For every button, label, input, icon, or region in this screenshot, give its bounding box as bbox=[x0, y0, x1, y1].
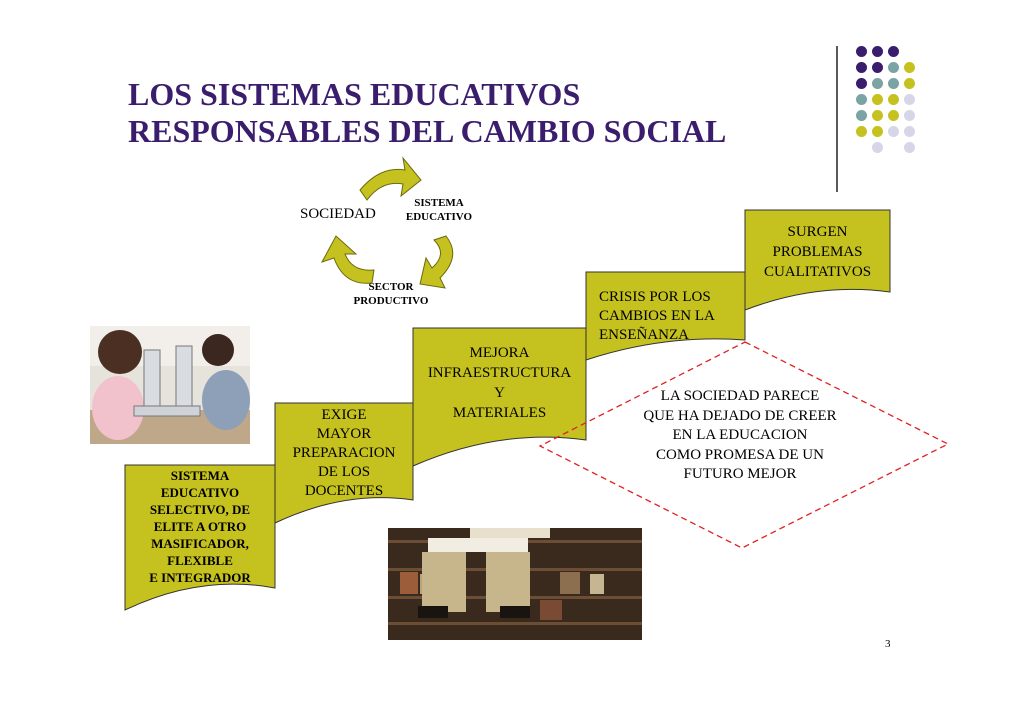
step-text-2 bbox=[275, 406, 413, 501]
step-2-line: DE LOS bbox=[317, 464, 371, 480]
slide-title-line2: RESPONSABLES DEL CAMBIO SOCIAL bbox=[128, 113, 727, 149]
step-5-line: SURGEN bbox=[787, 224, 848, 240]
step-2-line: PREPARACION bbox=[292, 445, 396, 461]
cycle-label-sector-productivo bbox=[346, 280, 436, 308]
cycle-label-sector-line2: PRODUCTIVO bbox=[353, 295, 429, 307]
cycle-label-sistema-educativo bbox=[394, 196, 484, 224]
diamond-line: LA SOCIEDAD PARECE bbox=[660, 388, 820, 404]
step-1-line: SISTEMA bbox=[170, 468, 230, 483]
photo-students-microscope bbox=[90, 326, 250, 444]
step-4-line: CAMBIOS EN LA bbox=[599, 308, 715, 324]
step-5-line: CUALITATIVOS bbox=[763, 264, 872, 280]
page-number: 3 bbox=[885, 638, 891, 650]
step-5-line: PROBLEMAS bbox=[772, 244, 863, 260]
step-1-line: E INTEGRADOR bbox=[149, 570, 251, 585]
step-1-line: MASIFICADOR, bbox=[151, 536, 249, 551]
cycle-arrow-left bbox=[322, 236, 374, 283]
step-text-4 bbox=[599, 288, 715, 345]
step-3-line: Y bbox=[494, 385, 505, 401]
cycle-label-sistema-line1: SISTEMA bbox=[414, 197, 464, 209]
step-4-line: ENSEÑANZA bbox=[599, 327, 689, 343]
step-text-3 bbox=[413, 343, 586, 423]
step-1-line: FLEXIBLE bbox=[167, 553, 233, 568]
step-2-line: EXIGE bbox=[321, 407, 367, 423]
step-4-line: CRISIS POR LOS bbox=[599, 289, 711, 305]
step-1-line: SELECTIVO, DE bbox=[149, 502, 251, 517]
step-text-1 bbox=[125, 467, 275, 586]
step-2-line: MAYOR bbox=[316, 426, 372, 442]
photo-library-reader bbox=[388, 528, 642, 640]
cycle-label-sociedad: SOCIEDAD bbox=[300, 206, 376, 222]
cycle-arrow-top bbox=[360, 158, 421, 200]
step-3-line: INFRAESTRUCTURA bbox=[427, 365, 572, 381]
diamond-line: COMO PROMESA DE UN bbox=[656, 446, 824, 463]
diamond-text bbox=[610, 387, 870, 485]
step-3-line: MEJORA bbox=[469, 345, 530, 361]
diamond-line: FUTURO MEJOR bbox=[683, 466, 797, 482]
diamond-line: EN LA EDUCACION bbox=[672, 427, 808, 443]
cycle-label-sistema-line2: EDUCATIVO bbox=[405, 211, 473, 223]
cycle-label-sector-line1: SECTOR bbox=[368, 281, 414, 293]
step-1-line: ELITE A OTRO bbox=[153, 519, 247, 534]
step-text-5 bbox=[745, 222, 890, 282]
step-1-line: EDUCATIVO bbox=[160, 485, 240, 500]
step-2-line: DOCENTES bbox=[304, 483, 384, 499]
step-3-line: MATERIALES bbox=[452, 405, 547, 421]
slide-title-line1: LOS SISTEMAS EDUCATIVOS bbox=[128, 76, 581, 112]
diamond-line: QUE HA DEJADO DE CREER bbox=[643, 407, 837, 424]
